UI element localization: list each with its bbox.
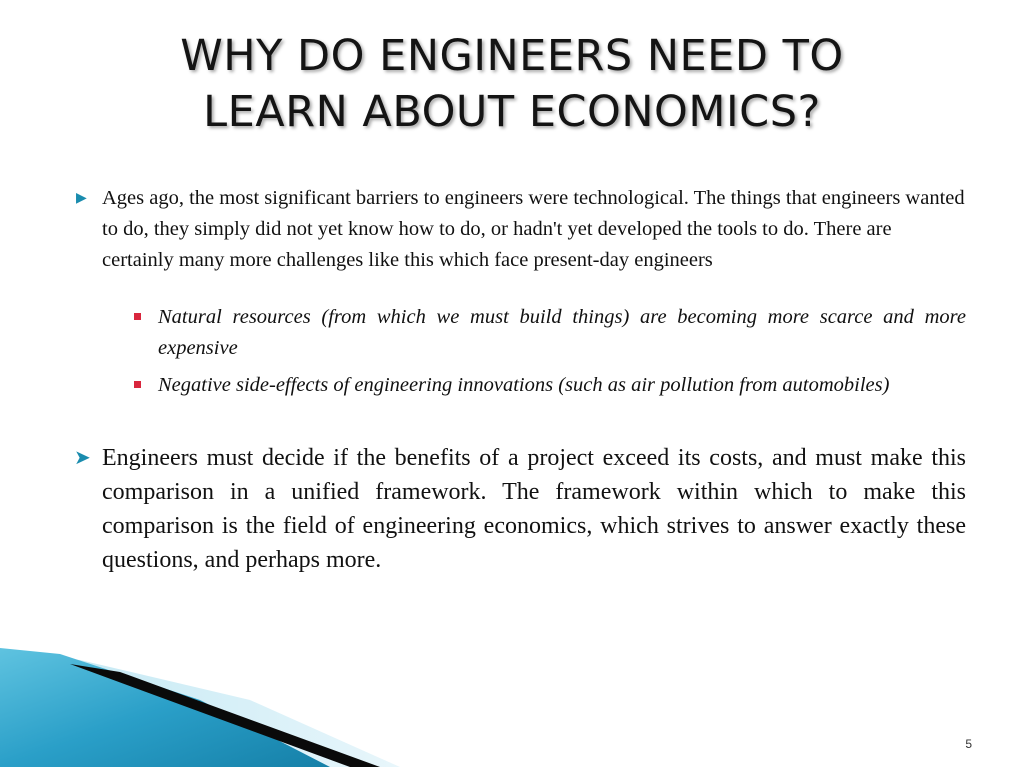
bullet-text: Engineers must decide if the benefits of a project exceed its costs, and must make this comparison in a unified framework. The framework within which to make this comparison is the field of engineering economics, which strives to answer exactly these questions, and perhaps more. <box>102 445 966 573</box>
chevron-right-icon: ➤ <box>74 447 91 469</box>
page-number: 5 <box>965 737 972 751</box>
slide-title-line-1: WHY DO ENGINEERS NEED TO <box>180 31 844 81</box>
sub-bullet-text: Negative side-effects of engineering innovations (such as air pollution from automobiles) <box>158 374 890 396</box>
triangle-right-icon: ▶ <box>76 191 87 206</box>
bullet-text: Ages ago, the most significant barriers to engineers were technological. The things that engineers wanted to do, they simply did not yet know how to do, or hadn't yet developed the tools to do. There are certainly many more challenges like this which face present-day engineers <box>102 187 965 271</box>
corner-blue-band <box>0 648 330 767</box>
slide-title-line-2: LEARN ABOUT ECONOMICS? <box>203 87 821 137</box>
sub-bullet-text: Natural resources (from which we must build things) are becoming more scarce and more expensive <box>158 306 966 359</box>
